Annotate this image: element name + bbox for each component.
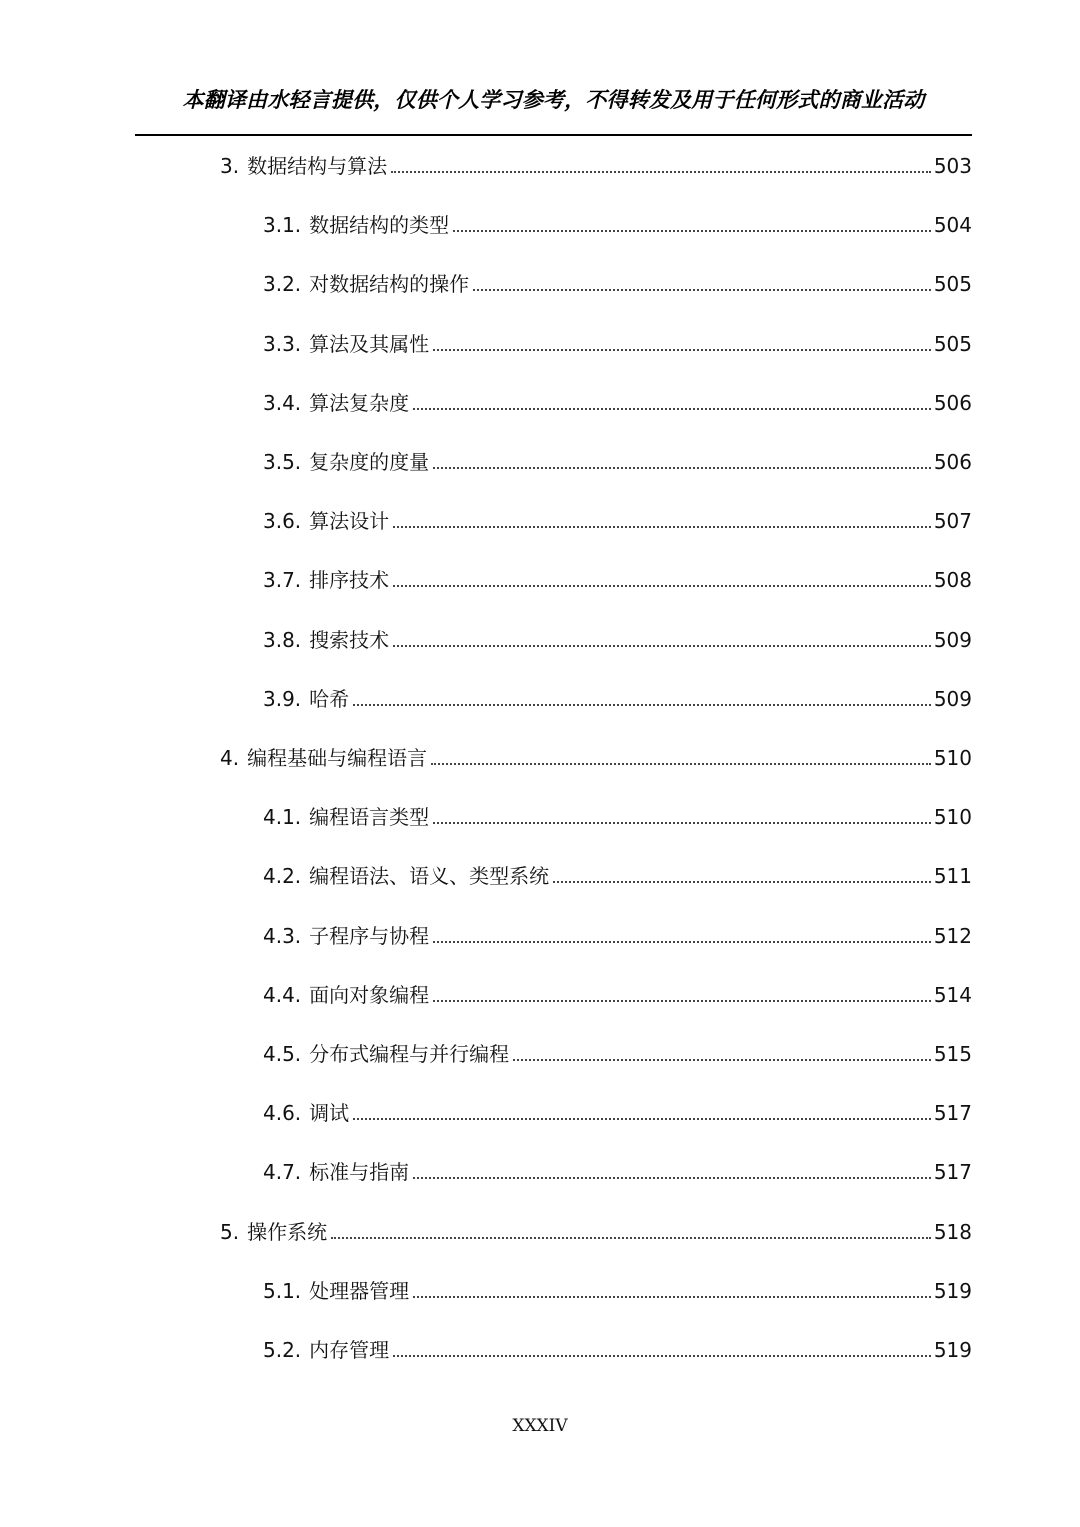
toc-entry-number: 3.7. bbox=[263, 568, 302, 592]
toc-entry-number: 5. bbox=[220, 1220, 240, 1244]
toc-entry[interactable] bbox=[263, 1037, 972, 1067]
toc-entry-number: 3.2. bbox=[263, 272, 302, 296]
toc-entry-title: 标准与指南 bbox=[309, 1160, 410, 1184]
toc-entry-page: 515 bbox=[933, 1042, 972, 1066]
toc-dot-leader bbox=[413, 1177, 931, 1179]
toc-dot-leader bbox=[473, 289, 931, 291]
toc-entry[interactable] bbox=[263, 1274, 972, 1304]
toc-entry-title: 子程序与协程 bbox=[309, 924, 430, 948]
toc-entry-number: 3.4. bbox=[263, 391, 302, 415]
toc-entry[interactable] bbox=[263, 682, 972, 712]
toc-entry-page: 510 bbox=[933, 746, 972, 770]
toc-entry-title: 复杂度的度量 bbox=[309, 450, 430, 474]
toc-entry[interactable] bbox=[220, 741, 972, 771]
toc-entry-title: 调试 bbox=[309, 1101, 350, 1125]
toc-entry-number: 4.5. bbox=[263, 1042, 302, 1066]
toc-entry-number: 4.3. bbox=[263, 924, 302, 948]
toc-dot-leader bbox=[413, 1296, 931, 1298]
page-number: XXXIV bbox=[512, 1416, 568, 1436]
toc-dot-leader bbox=[393, 585, 931, 587]
toc-entry-number: 4.6. bbox=[263, 1101, 302, 1125]
toc-entry-title: 对数据结构的操作 bbox=[309, 272, 470, 296]
toc-entry-page: 517 bbox=[933, 1160, 972, 1184]
toc-entry-page: 506 bbox=[933, 391, 972, 415]
toc-entry-page: 505 bbox=[933, 332, 972, 356]
toc-entry-page: 519 bbox=[933, 1338, 972, 1362]
toc-entry[interactable] bbox=[263, 859, 972, 889]
toc-dot-leader bbox=[513, 1059, 931, 1061]
toc-dot-leader bbox=[393, 526, 931, 528]
toc-entry[interactable] bbox=[263, 327, 972, 357]
toc-entry[interactable] bbox=[263, 267, 972, 297]
toc-entry-title: 算法复杂度 bbox=[309, 391, 410, 415]
toc-dot-leader bbox=[391, 171, 931, 173]
toc-entry[interactable] bbox=[220, 1215, 972, 1245]
toc-entry[interactable] bbox=[263, 1155, 972, 1185]
toc-dot-leader bbox=[393, 645, 931, 647]
toc-entry-title: 内存管理 bbox=[309, 1338, 390, 1362]
toc-entry-title: 数据结构的类型 bbox=[309, 213, 450, 237]
toc-entry-page: 510 bbox=[933, 805, 972, 829]
toc-entry-number: 3.6. bbox=[263, 509, 302, 533]
toc-entry-number: 4.2. bbox=[263, 864, 302, 888]
toc-dot-leader bbox=[413, 408, 931, 410]
toc-dot-leader bbox=[431, 763, 931, 765]
toc-entry[interactable] bbox=[263, 1333, 972, 1363]
toc-entry-number: 3.9. bbox=[263, 687, 302, 711]
toc-entry-page: 509 bbox=[933, 628, 972, 652]
toc-entry[interactable] bbox=[263, 445, 972, 475]
toc-entry-title: 搜索技术 bbox=[309, 628, 390, 652]
toc-dot-leader bbox=[433, 349, 931, 351]
toc-entry-title: 编程基础与编程语言 bbox=[247, 746, 428, 770]
toc-entry[interactable] bbox=[263, 208, 972, 238]
toc-entry-page: 505 bbox=[933, 272, 972, 296]
toc-dot-leader bbox=[433, 467, 931, 469]
toc-entry-title: 处理器管理 bbox=[309, 1279, 410, 1303]
toc-entry-page: 518 bbox=[933, 1220, 972, 1244]
toc-entry[interactable] bbox=[263, 386, 972, 416]
toc-entry-number: 4.7. bbox=[263, 1160, 302, 1184]
toc-entry[interactable] bbox=[263, 919, 972, 949]
toc-entry-number: 4. bbox=[220, 746, 240, 770]
toc-entry[interactable] bbox=[263, 623, 972, 653]
toc-dot-leader bbox=[353, 1118, 931, 1120]
toc-dot-leader bbox=[353, 704, 931, 706]
toc-entry[interactable] bbox=[263, 800, 972, 830]
toc-dot-leader bbox=[393, 1355, 931, 1357]
toc-entry-title: 数据结构与算法 bbox=[247, 154, 388, 178]
toc-entry-number: 3.1. bbox=[263, 213, 302, 237]
toc-entry-title: 编程语法、语义、类型系统 bbox=[309, 864, 550, 888]
toc-dot-leader bbox=[433, 941, 931, 943]
toc-dot-leader bbox=[553, 881, 931, 883]
toc-entry-number: 4.4. bbox=[263, 983, 302, 1007]
toc-entry-title: 排序技术 bbox=[309, 568, 390, 592]
toc-dot-leader bbox=[453, 230, 931, 232]
toc-entry[interactable] bbox=[263, 978, 972, 1008]
toc-entry[interactable] bbox=[263, 563, 972, 593]
toc-entry-number: 5.2. bbox=[263, 1338, 302, 1362]
toc-entry-title: 分布式编程与并行编程 bbox=[309, 1042, 510, 1066]
toc-entry-page: 512 bbox=[933, 924, 972, 948]
toc-entry-page: 506 bbox=[933, 450, 972, 474]
toc-entry-number: 3.8. bbox=[263, 628, 302, 652]
toc-entry-title: 操作系统 bbox=[247, 1220, 328, 1244]
toc-entry-page: 514 bbox=[933, 983, 972, 1007]
page-header-notice: 本翻译由水轻言提供，仅供个人学习参考，不得转发及用于任何形式的商业活动 bbox=[182, 88, 925, 112]
toc-entry[interactable] bbox=[263, 504, 972, 534]
toc-entry-title: 编程语言类型 bbox=[309, 805, 430, 829]
toc-entry-number: 3.5. bbox=[263, 450, 302, 474]
toc-entry-page: 511 bbox=[933, 864, 972, 888]
toc-entry-number: 5.1. bbox=[263, 1279, 302, 1303]
toc-entry-page: 503 bbox=[933, 154, 972, 178]
toc-entry-page: 508 bbox=[933, 568, 972, 592]
toc-entry-page: 504 bbox=[933, 213, 972, 237]
toc-entry-number: 3. bbox=[220, 154, 240, 178]
toc-entry[interactable] bbox=[220, 149, 972, 179]
toc-dot-leader bbox=[331, 1237, 931, 1239]
toc-entry-title: 面向对象编程 bbox=[309, 983, 430, 1007]
toc-entry-title: 算法及其属性 bbox=[309, 332, 430, 356]
toc-entry-page: 519 bbox=[933, 1279, 972, 1303]
toc-entry-title: 哈希 bbox=[309, 687, 350, 711]
toc-entry-page: 509 bbox=[933, 687, 972, 711]
toc-entry-page: 507 bbox=[933, 509, 972, 533]
toc-entry[interactable] bbox=[263, 1096, 972, 1126]
toc-entry-number: 3.3. bbox=[263, 332, 302, 356]
toc-dot-leader bbox=[433, 1000, 931, 1002]
toc-entry-title: 算法设计 bbox=[309, 509, 390, 533]
toc-dot-leader bbox=[433, 822, 931, 824]
toc-entry-page: 517 bbox=[933, 1101, 972, 1125]
toc-entry-number: 4.1. bbox=[263, 805, 302, 829]
